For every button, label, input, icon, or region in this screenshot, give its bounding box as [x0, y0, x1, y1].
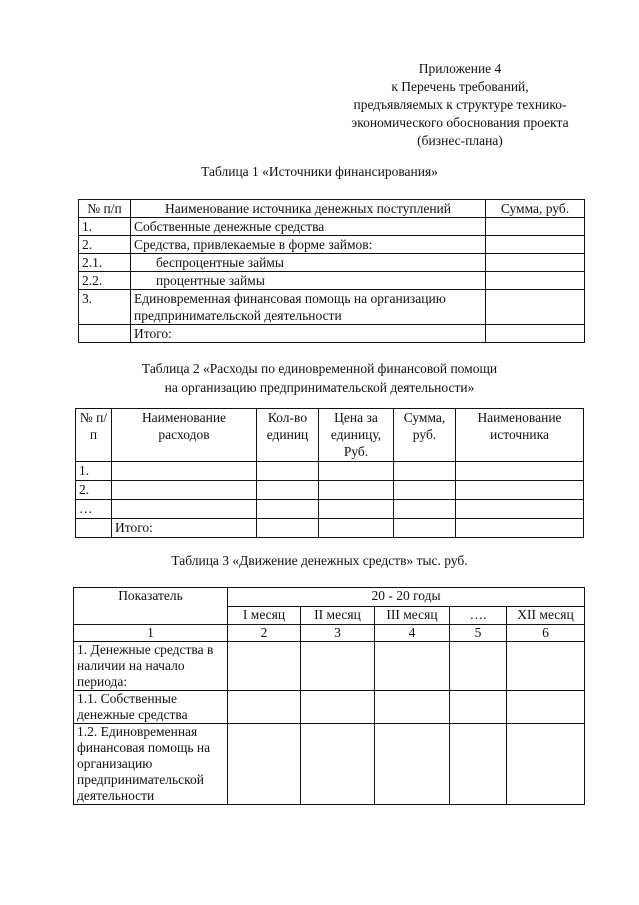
appendix-header: [300, 60, 620, 150]
cell[interactable]: [257, 462, 319, 481]
cell[interactable]: [450, 724, 507, 805]
table3-caption: Таблица 3 «Движение денежных средств» тыс. руб.: [171, 553, 468, 568]
cell[interactable]: [301, 724, 375, 805]
row-sum[interactable]: [486, 325, 585, 343]
cell[interactable]: [456, 462, 584, 481]
cell[interactable]: [450, 691, 507, 724]
col-number: 1: [74, 625, 228, 642]
table-row: [74, 724, 585, 805]
table1-caption: Таблица 1 «Источники финансирования»: [201, 164, 438, 179]
caption-line: Таблица 2 «Расходы по единовременной финансовой помощи: [141, 361, 498, 376]
cell[interactable]: [257, 519, 319, 538]
header-line: к Перечень требований,: [391, 79, 529, 94]
row-sum[interactable]: [486, 218, 585, 236]
col-number: 4: [375, 625, 450, 642]
table-row-total: [79, 325, 585, 343]
cell[interactable]: [375, 642, 450, 691]
cell[interactable]: [394, 481, 456, 500]
col-header-sum: Сумма, руб.: [486, 200, 585, 218]
table-row: [79, 290, 585, 325]
table-header-row: [74, 588, 585, 607]
row-name: Единовременная финансовая помощь на организацию предпринимательской деятельности: [131, 290, 486, 325]
row-num: 2.: [76, 481, 112, 500]
cell[interactable]: [375, 691, 450, 724]
col-header-month: III месяц: [375, 606, 450, 625]
col-header-unit-price: Цена за единицу, Руб.: [319, 409, 394, 462]
col-header-month: XII месяц: [507, 606, 585, 625]
cell[interactable]: [450, 642, 507, 691]
col-number: 6: [507, 625, 585, 642]
cell[interactable]: [112, 462, 257, 481]
row-indicator: 1.2. Единовременная финансовая помощь на организацию предпринимательской деятельности: [74, 724, 228, 805]
row-indicator: 1.1. Собственные денежные средства: [74, 691, 228, 724]
header-line: предъявляемых к структуре технико-: [353, 97, 567, 112]
cell[interactable]: [456, 500, 584, 519]
cell[interactable]: [394, 519, 456, 538]
cell[interactable]: [228, 642, 301, 691]
row-sum[interactable]: [486, 254, 585, 272]
row-num: 2.1.: [79, 254, 131, 272]
cell[interactable]: [394, 462, 456, 481]
row-num: 1.: [76, 462, 112, 481]
row-sum[interactable]: [486, 236, 585, 254]
cell[interactable]: [507, 724, 585, 805]
column-number-row: [74, 625, 585, 642]
col-header-source: Наименование источника: [456, 409, 584, 462]
row-name: процентные займы: [131, 272, 486, 290]
row-sum[interactable]: [486, 272, 585, 290]
funding-sources-table: [78, 199, 585, 343]
row-name: Итого:: [131, 325, 486, 343]
total-label: Итого:: [112, 519, 257, 538]
col-header-name: Наименование источника денежных поступлений: [131, 200, 486, 218]
cell[interactable]: [456, 481, 584, 500]
col-header-years: 20 - 20 годы: [228, 588, 585, 607]
cell[interactable]: [228, 691, 301, 724]
header-line: (бизнес-плана): [417, 133, 503, 148]
table-row: [79, 254, 585, 272]
cell[interactable]: [112, 481, 257, 500]
table-row: [74, 642, 585, 691]
cell[interactable]: [507, 642, 585, 691]
row-num: 2.2.: [79, 272, 131, 290]
row-name: беспроцентные займы: [131, 254, 486, 272]
row-num: …: [76, 500, 112, 519]
expenses-table: [75, 408, 584, 538]
col-header-quantity: Кол-во единиц: [257, 409, 319, 462]
row-num: [76, 519, 112, 538]
row-num: 1.: [79, 218, 131, 236]
col-header-month: ….: [450, 606, 507, 625]
table-row: [79, 236, 585, 254]
col-number: 3: [301, 625, 375, 642]
col-number: 2: [228, 625, 301, 642]
col-header-expense-name: Наименование расходов: [112, 409, 257, 462]
row-num: 3.: [79, 290, 131, 325]
table-row: [76, 462, 584, 481]
row-num: [79, 325, 131, 343]
col-header-num: № п/п: [76, 409, 112, 462]
cell[interactable]: [375, 724, 450, 805]
col-number: 5: [450, 625, 507, 642]
cell[interactable]: [257, 481, 319, 500]
row-num: 2.: [79, 236, 131, 254]
cell[interactable]: [394, 500, 456, 519]
col-header-num: № п/п: [79, 200, 131, 218]
row-indicator: 1. Денежные средства в наличии на начало периода:: [74, 642, 228, 691]
cell[interactable]: [319, 481, 394, 500]
col-header-month: II месяц: [301, 606, 375, 625]
cell[interactable]: [319, 462, 394, 481]
header-line: Приложение 4: [418, 61, 502, 76]
cell[interactable]: [319, 519, 394, 538]
cell[interactable]: [112, 500, 257, 519]
table-header-row: [76, 409, 584, 462]
col-header-sum: Сумма, руб.: [394, 409, 456, 462]
cell[interactable]: [301, 691, 375, 724]
row-sum[interactable]: [486, 290, 585, 325]
table-row: [76, 500, 584, 519]
cell[interactable]: [257, 500, 319, 519]
table-row: [74, 691, 585, 724]
row-name: Средства, привлекаемые в форме займов:: [131, 236, 486, 254]
cell[interactable]: [319, 500, 394, 519]
cash-flow-table: [73, 587, 585, 805]
cell[interactable]: [228, 724, 301, 805]
header-line: экономического обоснования проекта: [351, 115, 569, 130]
table-header-row: [79, 200, 585, 218]
caption-line: на организацию предпринимательской деятельности»: [164, 380, 475, 395]
col-header-indicator: Показатель: [74, 588, 228, 625]
table2-caption: [0, 359, 639, 397]
cell[interactable]: [301, 642, 375, 691]
row-name: Собственные денежные средства: [131, 218, 486, 236]
col-header-month: I месяц: [228, 606, 301, 625]
table-row: [76, 481, 584, 500]
table-row: [79, 272, 585, 290]
cell[interactable]: [507, 691, 585, 724]
table-row-total: [76, 519, 584, 538]
table-row: [79, 218, 585, 236]
cell[interactable]: [456, 519, 584, 538]
